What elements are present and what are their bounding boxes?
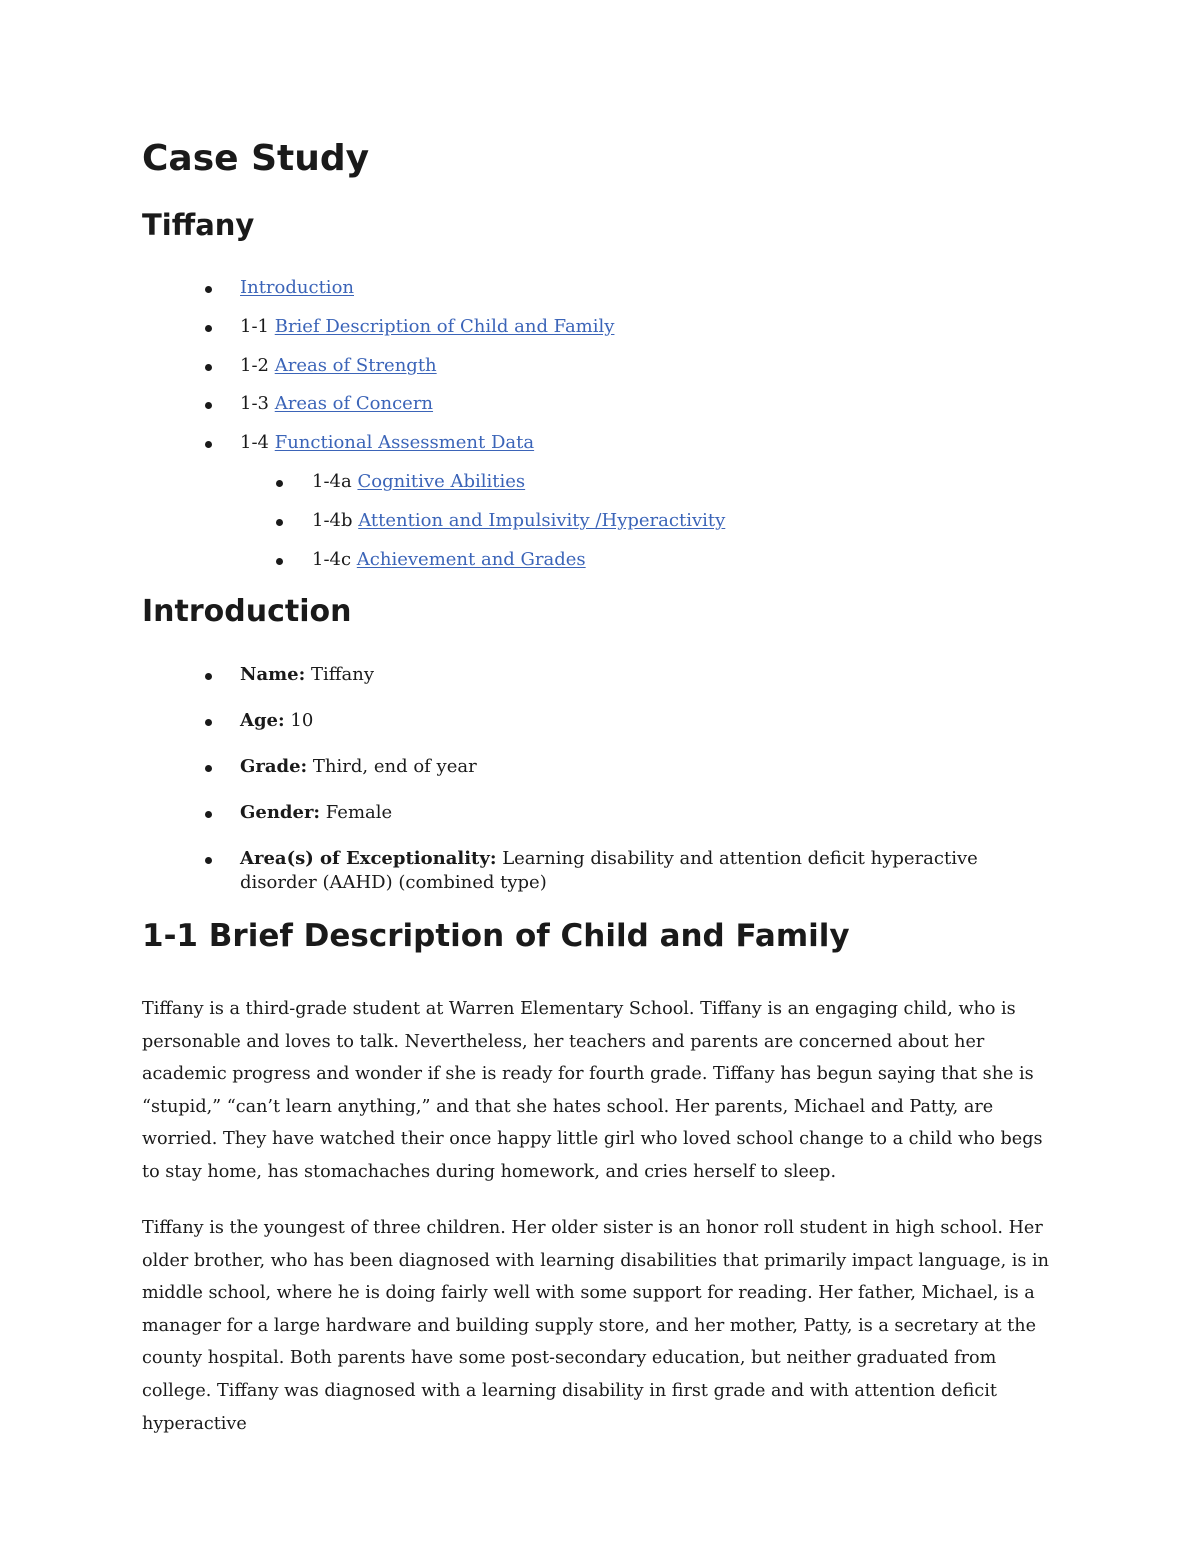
document-subtitle: Tiffany (142, 208, 255, 242)
fact-value: Tiffany (305, 664, 375, 685)
document-title: Case Study (142, 138, 370, 179)
bullet-icon (205, 441, 212, 448)
fact-label: Area(s) of Exceptionality: (240, 848, 497, 869)
toc-subitem-1-4a (142, 470, 1042, 509)
toc-link-functional-assessment[interactable]: Functional Assessment Data (274, 432, 535, 454)
toc-prefix: 1-4 (240, 432, 275, 454)
bullet-icon (205, 719, 212, 726)
bullet-icon (205, 811, 212, 818)
toc-item-1-3 (142, 392, 1042, 431)
fact-label: Age: (240, 710, 285, 731)
fact-value: Learning disability and attention deficit hyperactive disorder (AAHD) (combined type) (240, 848, 978, 893)
toc-item-1-1 (142, 315, 1042, 354)
bullet-icon (276, 480, 283, 487)
toc-subitem-1-4c (142, 548, 1042, 587)
bullet-icon (276, 519, 283, 526)
fact-grade (142, 755, 1030, 779)
toc-prefix: 1-4c (312, 548, 357, 570)
fact-label: Grade: (240, 756, 308, 777)
bullet-icon (205, 286, 212, 293)
table-of-contents (142, 276, 1042, 586)
fact-value: Female (320, 802, 393, 823)
bullet-icon (205, 857, 212, 864)
bullet-icon (276, 558, 283, 565)
toc-item-1-2 (142, 354, 1042, 393)
fact-name (142, 663, 1030, 687)
introduction-heading: Introduction (142, 594, 352, 629)
fact-label: Gender: (240, 802, 321, 823)
fact-exceptionality (142, 847, 1030, 895)
toc-link-introduction[interactable]: Introduction (240, 277, 354, 298)
toc-prefix: 1-3 (240, 393, 275, 415)
fact-value: Third, end of year (307, 756, 477, 777)
bullet-icon (205, 402, 212, 409)
toc-link-areas-of-concern[interactable]: Areas of Concern (274, 393, 434, 415)
toc-link-cognitive-abilities[interactable]: Cognitive Abilities (357, 470, 526, 492)
fact-label: Name: (240, 664, 306, 685)
bullet-icon (205, 325, 212, 332)
fact-gender (142, 801, 1030, 825)
toc-link-achievement-grades[interactable]: Achievement and Grades (356, 548, 586, 570)
toc-link-attention-impulsivity[interactable]: Attention and Impulsivity /Hyperactivity (358, 509, 726, 531)
toc-prefix: 1-4a (312, 470, 358, 492)
section-1-1-paragraph-1: Tiffany is a third-grade student at Warren Elementary School. Tiffany is an engaging child, who is personable and loves to talk. Nevertheless, her teachers and parents are concerned about her academic progress and wonder if she is ready for fourth grade. Tiffany has begun saying that she is “stupid,” “can’t learn anything,” and that she hates school. Her parents, Michael and Patty, are worried. They have watched their once happy little girl who loved school change to a child who begs to stay home, has stomachaches during homework, and cries herself to sleep. (142, 999, 1043, 1182)
student-facts-list (142, 663, 1042, 917)
toc-prefix: 1-1 (240, 315, 275, 337)
toc-item-1-4 (142, 431, 1042, 470)
toc-link-areas-of-strength[interactable]: Areas of Strength (274, 354, 437, 376)
fact-age (142, 709, 1030, 733)
toc-link-brief-description[interactable]: Brief Description of Child and Family (274, 315, 615, 337)
section-1-1-paragraph-2: Tiffany is the youngest of three children. Her older sister is an honor roll student in high school. Her older brother, who has been diagnosed with learning disabilities that primarily impact language, is in middle school, where he is doing fairly well with some support for reading. Her father, Michael, is a manager for a large hardware and building supply store, and her mother, Patty, is a secretary at the county hospital. Both parents have some post-secondary education, but neither graduated from college. Tiffany was diagnosed with a learning disability in first grade and with attention deficit hyperactive (142, 1218, 1049, 1434)
toc-item-introduction (142, 276, 1042, 315)
bullet-icon (205, 364, 212, 371)
toc-prefix: 1-4b (312, 509, 359, 531)
section-1-1-heading: 1-1 Brief Description of Child and Family (142, 918, 850, 954)
bullet-icon (205, 765, 212, 772)
toc-prefix: 1-2 (240, 354, 275, 376)
fact-value: 10 (284, 710, 314, 731)
toc-subitem-1-4b (142, 509, 1042, 548)
bullet-icon (205, 673, 212, 680)
